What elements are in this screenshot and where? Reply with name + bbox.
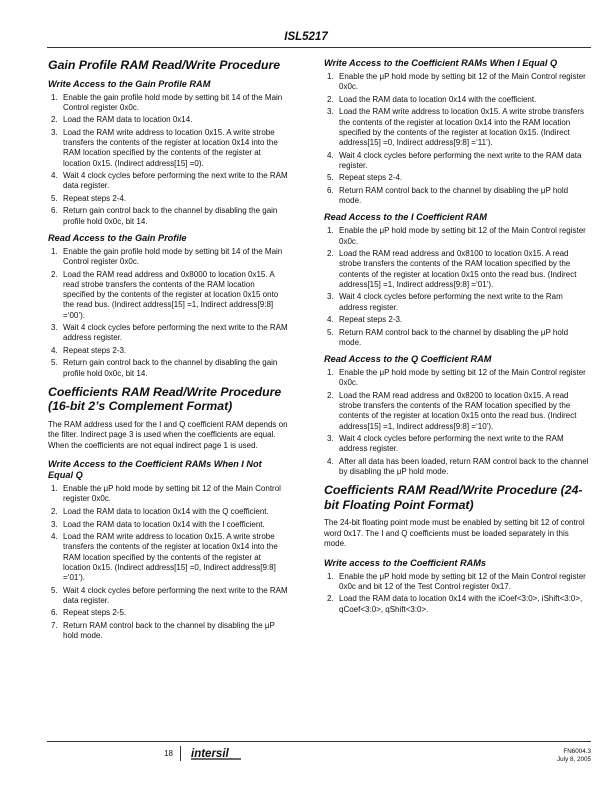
step-item: [48, 270, 288, 321]
step-number: 2.: [51, 506, 58, 516]
step-text: Load the RAM data to location 0x14 with the iCoef<3:0>, iShift<3:0>, qCoef<3:0>, qShift<3:0>.: [339, 594, 583, 614]
step-number: 6.: [327, 185, 334, 195]
step-number: 4.: [327, 315, 334, 325]
step-number: 2.: [51, 115, 58, 125]
step-number: 3.: [51, 127, 58, 137]
steps-read-q: [324, 368, 592, 477]
page-number: 18: [164, 749, 173, 758]
step-text: Enable the μP hold mode by setting bit 12 of the Main Control register 0x0c and bit 12 of the Test Control register 0x17.: [339, 571, 586, 591]
document-header-title: ISL5217: [284, 31, 328, 43]
step-number: 7.: [51, 620, 58, 630]
step-number: 3.: [327, 107, 334, 117]
step-item: [48, 532, 288, 583]
step-number: 3.: [51, 519, 58, 529]
subsection-title-read-gain: Read Access to the Gain Profile: [48, 232, 187, 243]
step-number: 1.: [327, 72, 334, 81]
step-item: [48, 128, 288, 169]
subsection-title-write-24bit: Write access to the Coefficient RAMs: [324, 557, 487, 568]
step-text: Repeat steps 2-3.: [63, 345, 127, 355]
steps-write-gain: [48, 93, 288, 227]
step-item: [324, 328, 592, 348]
step-text: Load the RAM read address and 0x8000 to location 0x15. A read strobe transfers the contents of the RAM location specified by the contents of the register at location 0x15 onto the read bus. (Indirect address[15] =1, Indirect address[9:8] =‘00’).: [63, 269, 279, 320]
step-number: 4.: [51, 171, 58, 181]
step-number: 2.: [327, 94, 334, 104]
left-column: [48, 58, 288, 647]
steps-write-equal: [324, 72, 592, 206]
step-number: 6.: [51, 206, 58, 216]
step-number: 2.: [327, 594, 334, 604]
step-item: [48, 520, 288, 530]
step-number: 4.: [51, 345, 58, 355]
step-item: [324, 151, 592, 171]
step-number: 1.: [51, 246, 58, 256]
logo-wordmark: intersil: [191, 748, 229, 760]
step-item: [324, 391, 592, 432]
step-number: 2.: [51, 269, 58, 279]
step-text: Load the RAM data to location 0x14 with the coefficient.: [339, 94, 537, 104]
step-text: Enable the μP hold mode by setting bit 12 of the Main Control register 0x0c.: [339, 368, 586, 388]
step-number: 1.: [51, 484, 58, 494]
step-text: Load the RAM write address to location 0x15. A write strobe transfers the contents of the register at location 0x14 into the RAM location specified by the contents of the register at location 0x15. (Indirect address[15] =0).: [63, 127, 278, 168]
step-text: Load the RAM write address to location 0x15. A write strobe transfers the contents of the register at location 0x14 into the RAM location specified by the contents of the register at location 0x15. (Indirect address[15] =0, Indirect address[9:8] =‘01’).: [63, 532, 278, 582]
step-number: 1.: [51, 92, 58, 102]
step-number: 6.: [51, 608, 58, 618]
step-number: 4.: [327, 456, 334, 466]
step-number: 5.: [327, 327, 334, 337]
footer-divider: [180, 746, 181, 761]
paragraph-coef-24bit: The 24-bit floating point mode must be enabled by setting bit 12 of control word 0x17. The I and Q coefficients must be loaded separately in this mode.: [324, 518, 585, 549]
subsection-title-read-q: Read Access to the Q Coefficient RAM: [324, 354, 492, 365]
step-text: Repeat steps 2-4.: [63, 193, 127, 203]
step-item: [324, 95, 592, 105]
step-item: [48, 586, 288, 606]
step-item: [324, 457, 592, 477]
step-number: 3.: [327, 292, 334, 302]
subsection-title-read-i: Read Access to the I Coefficient RAM: [324, 212, 487, 223]
doc-date: July 8, 2005: [557, 755, 591, 763]
step-text: Enable the μP hold mode by setting bit 12 of the Main Control register 0x0c.: [339, 72, 586, 92]
step-number: 2.: [327, 249, 334, 259]
subsection-title-write-not-equal: Write Access to the Coefficient RAMs When I Not Equal Q: [48, 459, 262, 481]
section-title-coef-16bit: Coefficients RAM Read/Write Procedure (16-bit 2’s Complement Format): [48, 384, 282, 414]
step-text: Load the RAM read address and 0x8200 to location 0x15. A read strobe transfers the contents of the RAM location specified by the contents of the register at location 0x15 onto the read bus. (Indirect address[15] =1, Indirect address[9:8] =‘10’).: [339, 390, 577, 431]
step-number: 1.: [327, 368, 334, 378]
document-number: [500, 748, 591, 763]
step-number: 5.: [327, 173, 334, 183]
step-item: [324, 107, 592, 148]
header-rule: [47, 47, 591, 48]
step-item: [48, 358, 288, 378]
step-text: Return gain control back to the channel by disabling the gain profile hold 0x0c, bit 14.: [63, 358, 278, 378]
step-text: Repeat steps 2-5.: [63, 608, 127, 618]
step-item: [48, 194, 288, 204]
step-item: [324, 594, 592, 614]
step-item: [324, 226, 592, 246]
step-text: Load the RAM write address to location 0x15. A write strobe transfers the contents of the register at location 0x14 into the RAM location specified by the contents of the register at location 0x15. (Indirect address[15] =0, Indirect address[9:8] =‘11’).: [339, 107, 585, 147]
step-text: Enable the μP hold mode by setting bit 12 of the Main Control register 0x0c.: [63, 484, 281, 504]
step-text: Wait 4 clock cycles before performing the next write to the RAM data register.: [63, 585, 288, 605]
step-number: 3.: [327, 434, 334, 444]
step-item: [324, 572, 592, 592]
steps-write-not-equal: [48, 484, 288, 641]
step-item: [324, 72, 592, 92]
step-number: 5.: [51, 585, 58, 595]
step-item: [324, 173, 592, 183]
step-item: [324, 368, 592, 388]
step-text: Enable the μP hold mode by setting bit 12 of the Main Control register 0x0c.: [339, 226, 586, 246]
step-item: [48, 484, 288, 504]
intersil-logo: [191, 746, 243, 760]
step-text: Wait 4 clock cycles before performing the next write to the RAM data register.: [63, 171, 288, 191]
step-item: [324, 434, 592, 454]
step-number: 4.: [51, 532, 58, 542]
step-text: Wait 4 clock cycles before performing the next write to the RAM address register.: [339, 434, 564, 454]
step-text: Return RAM control back to the channel by disabling the μP hold mode.: [339, 185, 569, 206]
step-number: 3.: [51, 323, 58, 333]
steps-read-gain: [48, 247, 288, 379]
section-title-gain-profile: Gain Profile RAM Read/Write Procedure: [48, 58, 281, 72]
step-text: Return gain control back to the channel by disabling the gain profile hold 0x0c, bit 14.: [63, 206, 278, 226]
paragraph-coef-16bit: The RAM address used for the I and Q coefficient RAM depends on the filter. Indirect page 3 is used when the coefficients are equal. When the coefficients are not equal indirect page 1 is used.: [48, 419, 288, 450]
step-number: 1.: [327, 571, 334, 581]
subsection-title-write-gain: Write Access to the Gain Profile RAM: [48, 78, 211, 89]
doc-id: FN6004.3: [563, 748, 591, 755]
step-item: [48, 171, 288, 191]
step-text: Enable the gain profile hold mode by setting bit 14 of the Main Control register 0x0c.: [63, 246, 283, 267]
footer-rule: [47, 741, 591, 742]
step-text: Wait 4 clock cycles before performing the next write to the RAM data register.: [339, 150, 582, 170]
step-text: Load the RAM data to location 0x14 with the Q coefficient.: [63, 506, 269, 516]
step-text: Repeat steps 2-4.: [339, 173, 403, 183]
step-item: [48, 115, 288, 125]
step-item: [48, 608, 288, 618]
step-text: Wait 4 clock cycles before performing the next write to the Ram address register.: [339, 292, 563, 312]
step-text: Return RAM control back to the channel by disabling the μP hold mode.: [339, 327, 569, 347]
step-item: [48, 323, 288, 343]
right-column: [324, 58, 592, 621]
section-title-coef-24bit: Coefficients RAM Read/Write Procedure (24-bit Floating Point Format): [324, 483, 583, 512]
subsection-title-write-equal: Write Access to the Coefficient RAMs When I Equal Q: [324, 58, 558, 68]
step-item: [48, 621, 288, 641]
step-text: Repeat steps 2-3.: [339, 315, 403, 325]
step-number: 5.: [51, 193, 58, 203]
step-text: Load the RAM data to location 0x14.: [63, 115, 193, 125]
step-text: After all data has been loaded, return RAM control back to the channel by disabling the μP hold mode.: [339, 456, 589, 477]
step-item: [324, 186, 592, 206]
step-text: Load the RAM read address and 0x8100 to location 0x15. A read strobe transfers the contents of the RAM location specified by the contents of the register at location 0x15 onto the read bus. (Indirect address[15] =1, Indirect address[9:8] =‘01’).: [339, 249, 577, 289]
steps-write-24bit: [324, 572, 592, 615]
step-item: [48, 346, 288, 356]
step-item: [48, 206, 288, 226]
step-item: [48, 247, 288, 267]
step-text: Load the RAM data to location 0x14 with the I coefficient.: [63, 519, 265, 529]
step-number: 5.: [51, 358, 58, 368]
step-item: [48, 507, 288, 517]
step-text: Wait 4 clock cycles before performing the next write to the RAM address register.: [63, 323, 288, 343]
step-text: Enable the gain profile hold mode by setting bit 14 of the Main Control register 0x0c.: [63, 92, 283, 112]
steps-read-i: [324, 226, 592, 348]
step-number: 1.: [327, 226, 334, 236]
step-item: [48, 93, 288, 113]
step-item: [324, 315, 592, 325]
step-text: Return RAM control back to the channel by disabling the μP hold mode.: [63, 620, 275, 641]
step-number: 2.: [327, 390, 334, 400]
step-item: [324, 292, 592, 312]
step-item: [324, 249, 592, 290]
step-number: 4.: [327, 150, 334, 160]
